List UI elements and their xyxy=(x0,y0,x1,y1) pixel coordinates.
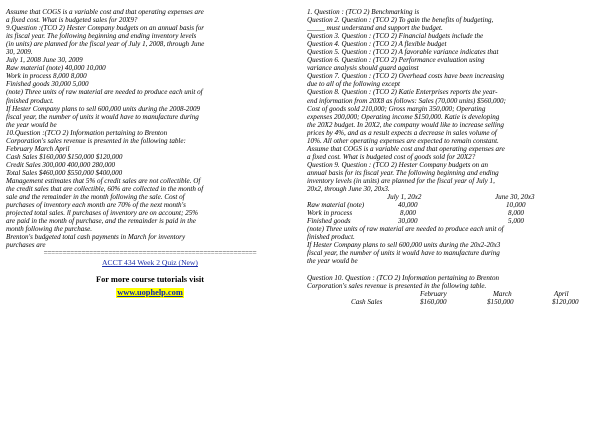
website-link[interactable]: www.uophelp.com xyxy=(117,287,183,297)
text-line: February March April xyxy=(6,144,70,153)
text-line: Cash Sales $160,000 $150,000 $120,000 xyxy=(6,152,123,161)
sales-col-header: April xyxy=(554,289,569,298)
text-line: Question 3. Question : (TCO 2) Financial budgets include the xyxy=(307,32,484,41)
right-column xyxy=(307,8,597,306)
text-line: sale and the remainder in the month following the sale. Cost of xyxy=(6,193,185,202)
cell-value: 30,000 xyxy=(398,217,418,226)
text-line: Question 4. Question : (TCO 2) A flexible budget xyxy=(307,40,447,49)
text-line: finished product. xyxy=(307,233,355,242)
separator-line: ======================================================== xyxy=(43,249,257,258)
text-line: Corporation's sales revenue is presented in the following table. xyxy=(307,281,487,290)
sales-col-header: March xyxy=(493,289,512,298)
text-line: finished product. xyxy=(6,96,54,105)
cell-value: 10,000 xyxy=(506,201,526,210)
text-line: Assume that COGS is a variable cost and that operating expenses are xyxy=(6,8,204,16)
cell-value: 5,000 xyxy=(508,217,524,226)
text-line: end information from 20X8 as follows: Sales (70,000 units) $560,000; xyxy=(307,96,506,105)
sales-col-header: February xyxy=(420,289,447,298)
text-line: expenses 200,000; Operating income $150,000. Katie is developing xyxy=(307,112,500,121)
cell-value: 8,000 xyxy=(400,209,416,218)
sales-table-row xyxy=(307,298,597,306)
text-line: Brenton's budgeted total cash payments in March for inventory xyxy=(6,233,186,242)
text-line: If Hester Company plans to sell 600,000 units during the 2008-2009 xyxy=(6,104,201,113)
text-line: _____ must understand and support the budget. xyxy=(307,24,443,33)
text-line: purchases are xyxy=(6,241,46,250)
text-line: Management estimates that 5% of credit sales are not collectible. Of xyxy=(6,176,201,185)
cell-value: $150,000 xyxy=(487,297,514,306)
inventory-table-row xyxy=(307,209,597,217)
text-line: variance analysis should guard against xyxy=(307,64,419,73)
text-line: If Hester Company plans to sell 600,000 units during the 20x2-20x3 xyxy=(307,241,501,250)
cell-value: 40,000 xyxy=(398,201,418,210)
questions-text-block-2 xyxy=(307,225,597,265)
text-line: purchases of inventory each month are 70% of the next month's xyxy=(6,201,186,210)
text-line: 10%. All other operating expenses are expected to remain constant. xyxy=(307,136,499,145)
text-line: prices by 4%, and as a result expects a decrease in sales volume of xyxy=(307,128,497,137)
text-line: Finished goods 30,000 5,000 xyxy=(6,80,89,89)
text-line: annual basis for its fiscal year. The following beginning and ending xyxy=(307,168,499,177)
questions-text-block xyxy=(307,8,597,193)
text-line: its fiscal year. The following beginning and ending inventory levels xyxy=(6,32,197,41)
cell-value: $160,000 xyxy=(420,297,447,306)
text-line: a fixed cost. What is budgeted cost of goods sold for 20X2? xyxy=(307,152,476,161)
sales-table-header xyxy=(307,290,597,298)
row-label: Raw material (note) xyxy=(307,201,365,210)
text-line: Work in process 8,000 8,000 xyxy=(6,72,87,81)
left-text-block xyxy=(6,8,294,249)
text-line: the 20X2 budget. In 20X2, the company would like to increase selling xyxy=(307,120,504,129)
text-line: Question 6. Question : (TCO 2) Performance evaluation using xyxy=(307,56,485,65)
text-line: Question 9. Question : (TCO 2) Hester Company budgets on an xyxy=(307,160,489,169)
text-line: due to all of the following except xyxy=(307,80,400,89)
cell-value: 8,000 xyxy=(508,209,524,218)
text-line: 10.Question :(TCO 2) Information pertaining to Brenton xyxy=(6,128,168,137)
text-line: Question 10. Question : (TCO 2) Information pertaining to Brenton xyxy=(307,273,500,282)
row-label: Finished goods xyxy=(307,217,351,226)
text-line: Question 5. Question : (TCO 2) A favorable variance indicates that xyxy=(307,48,499,57)
text-line: 1. Question : (TCO 2) Benchmarking is xyxy=(307,8,420,16)
text-line: the year would be xyxy=(6,120,57,129)
text-line: Raw material (note) 40,000 10,000 xyxy=(6,64,106,73)
text-line: month following the purchase. xyxy=(6,225,93,234)
text-line: Total Sales $460,000 $550,000 $400,000 xyxy=(6,168,123,177)
text-line: 9.Question :(TCO 2) Hester Company budgets on an annual basis for xyxy=(6,24,205,33)
left-column xyxy=(6,8,294,298)
text-line: inventory levels (in units) are planned for the fiscal year of July 1, xyxy=(307,176,495,185)
text-line: 20x2, through June 30, 20x3. xyxy=(307,185,390,194)
text-line: the year would be xyxy=(307,257,358,266)
text-line: Corporation's sales revenue is presented in the following table: xyxy=(6,136,186,145)
cell-value: $120,000 xyxy=(552,297,579,306)
text-line: Question 8. Question : (TCO 2) Katie Enterprises reports the year- xyxy=(307,88,498,97)
text-line: fiscal year, the number of units it would have to manufacture during xyxy=(6,112,199,121)
text-line: projected total sales. ll purchases of inventory are on account; 25% xyxy=(6,209,199,218)
inventory-table-row xyxy=(307,201,597,209)
text-line: Credit Sales 300,000 400,000 280,000 xyxy=(6,160,116,169)
questions-text-block-3 xyxy=(307,274,597,290)
text-line: Question 7. Question : (TCO 2) Overhead costs have been increasing xyxy=(307,72,505,81)
text-line: Assume that COGS is a variable cost and that operating expenses are xyxy=(307,144,505,153)
text-line: fiscal year, the number of units it would have to manufacture during xyxy=(307,249,500,258)
quiz-title-link[interactable]: ACCT 434 Week 2 Quiz (New) xyxy=(102,258,198,268)
text-line: the credit sales that are collectible, 60% are collected in the month of xyxy=(6,185,204,194)
text-line: a fixed cost. What is budgeted sales for 20X9? xyxy=(6,16,138,25)
inventory-table-header xyxy=(307,193,597,201)
text-line: Question 2. Question : (TCO 2) To gain the benefits of budgeting, xyxy=(307,16,494,25)
text-line: (in units) are planned for the fiscal year of July 1, 2008, through June xyxy=(6,40,205,49)
inventory-col-header: July 1, 20x2 xyxy=(387,193,422,202)
text-line: July 1, 2008 June 30, 2009 xyxy=(6,56,83,65)
inventory-col-header: June 30, 20x3 xyxy=(495,193,535,202)
promo-text: For more course tutorials visit xyxy=(95,274,205,284)
row-label: Work in process xyxy=(307,209,353,218)
inventory-table-row xyxy=(307,217,597,225)
text-line: are paid in the month of purchase, and the remainder is paid in the xyxy=(6,217,196,226)
text-line: (note) Three units of raw material are needed to produce each unit of xyxy=(6,88,203,97)
text-line: (note) Three units of raw material are needed to produce each unit of xyxy=(307,225,504,234)
text-line: 30, 2009. xyxy=(6,48,33,57)
row-label: Cash Sales xyxy=(351,297,383,306)
text-line: Cost of goods sold 210,000; Gross margin 350,000; Operating xyxy=(307,104,486,113)
